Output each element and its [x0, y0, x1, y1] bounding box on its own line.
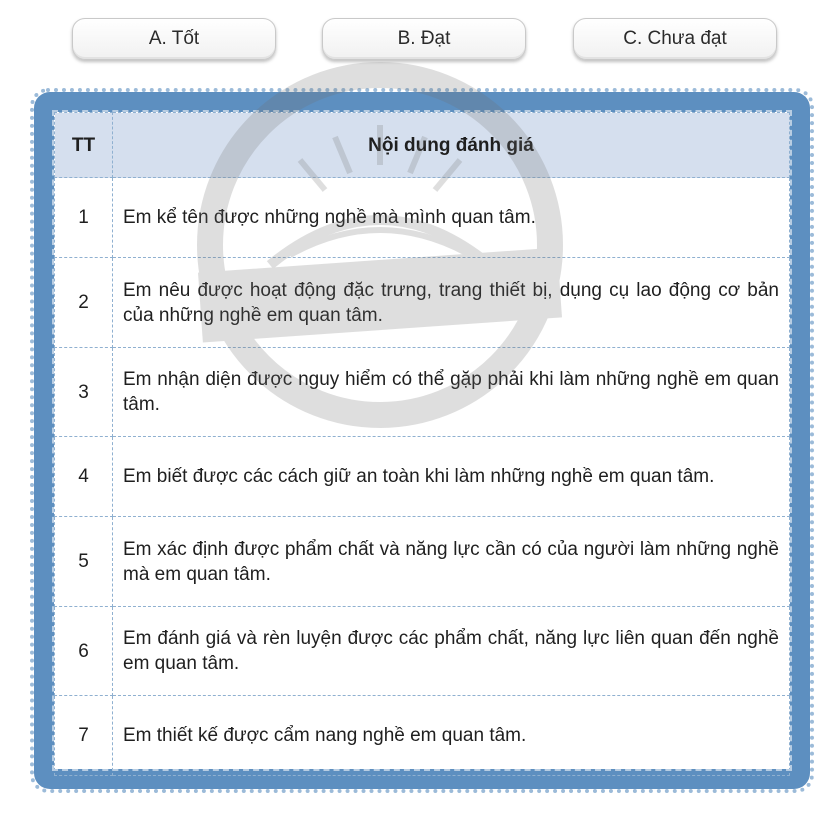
table-header-row: [55, 113, 790, 178]
rating-option-tot[interactable]: A. Tốt: [72, 18, 276, 60]
row-content: Em thiết kế được cẩm nang nghề em quan tâm.: [113, 696, 790, 776]
table-row: [55, 178, 790, 258]
assessment-table-container: [54, 112, 790, 769]
row-content: Em biết được các cách giữ an toàn khi làm những nghề em quan tâm.: [113, 437, 790, 517]
table-row: [55, 437, 790, 517]
rating-option-chua-dat[interactable]: C. Chưa đạt: [573, 18, 777, 60]
table-row: [55, 517, 790, 607]
row-number: 1: [55, 178, 113, 258]
header-tt: TT: [55, 113, 113, 178]
row-number: 6: [55, 607, 113, 696]
row-number: 2: [55, 258, 113, 348]
row-content: Em kể tên được những nghề mà mình quan tâm.: [113, 178, 790, 258]
table-row: [55, 348, 790, 437]
row-content: Em đánh giá và rèn luyện được các phẩm chất, năng lực liên quan đến nghề em quan tâm.: [113, 607, 790, 696]
row-number: 4: [55, 437, 113, 517]
table-row: [55, 258, 790, 348]
rating-legend: [0, 0, 840, 70]
row-content: Em nêu được hoạt động đặc trưng, trang thiết bị, dụng cụ lao động cơ bản của những nghề em quan tâm.: [113, 258, 790, 348]
row-content: Em xác định được phẩm chất và năng lực cần có của người làm những nghề mà em quan tâm.: [113, 517, 790, 607]
table-row: [55, 696, 790, 776]
header-content: Nội dung đánh giá: [113, 113, 790, 178]
assessment-table: [54, 112, 790, 776]
table-row: [55, 607, 790, 696]
row-number: 5: [55, 517, 113, 607]
row-number: 7: [55, 696, 113, 776]
rating-option-dat[interactable]: B. Đạt: [322, 18, 526, 60]
assessment-table-frame: [34, 92, 810, 789]
row-number: 3: [55, 348, 113, 437]
row-content: Em nhận diện được nguy hiểm có thể gặp phải khi làm những nghề em quan tâm.: [113, 348, 790, 437]
